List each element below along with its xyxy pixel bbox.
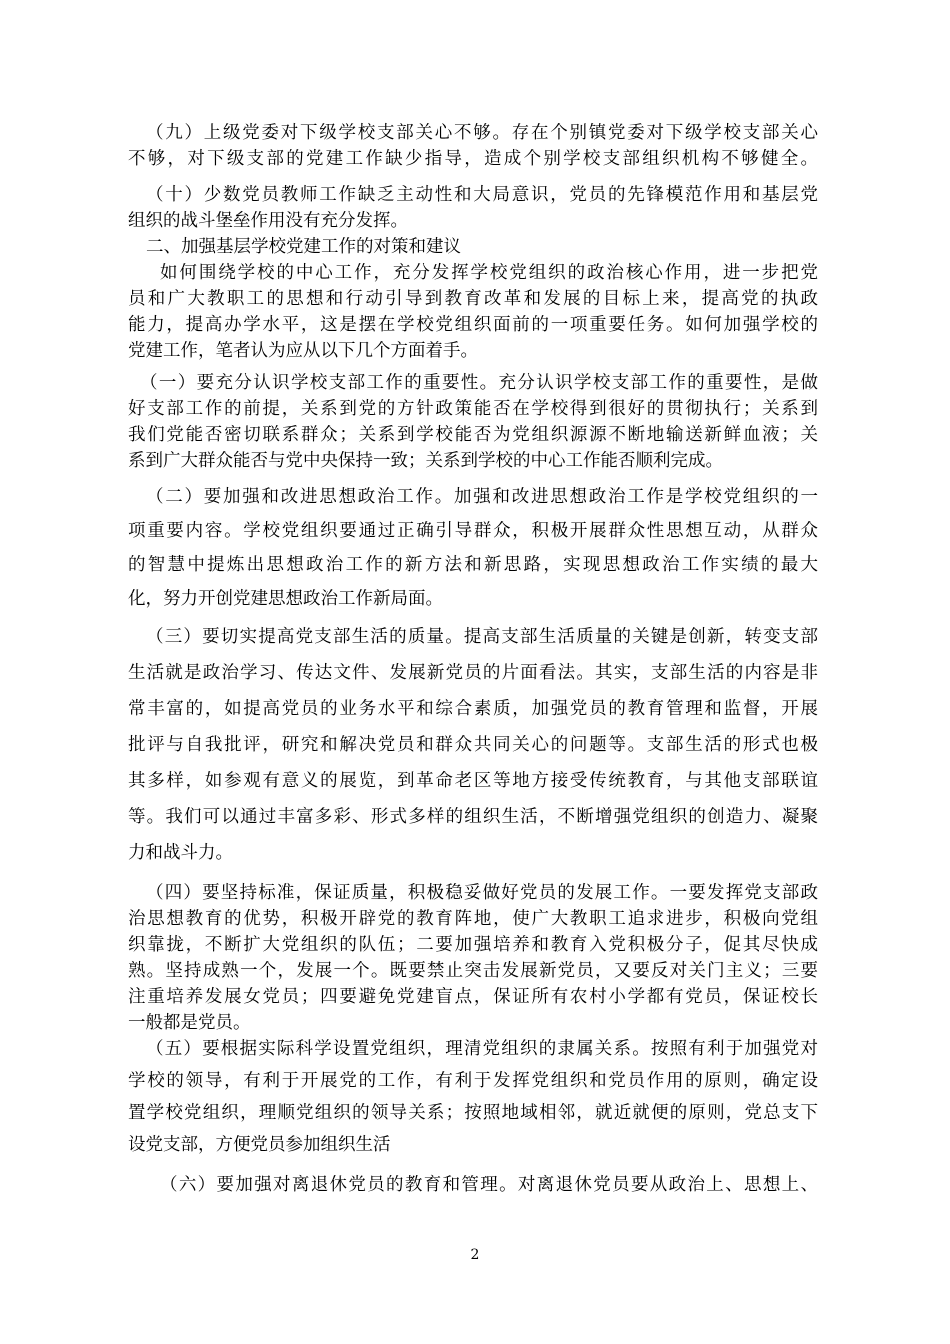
text-line: 组织的战斗堡垒作用没有充分发挥。 — [128, 211, 408, 231]
heading-line: 二、加强基层学校党建工作的对策和建议 — [146, 237, 461, 257]
text-line: 常丰富的，如提高党员的业务水平和综合素质，加强党员的教育管理和监督，开展 — [128, 699, 818, 719]
text-line: 批评与自我批评，研究和解决党员和群众共同关心的问题等。支部生活的形式也极 — [128, 735, 818, 755]
text-line: （五）要根据实际科学设置党组织，理清党组织的隶属关系。按照有利于加强党对 — [146, 1039, 818, 1059]
text-line: 治思想教育的优势，积极开辟党的教育阵地，使广大教职工追求进步，积极向党组 — [128, 909, 818, 929]
text-line: 系到广大群众能否与党中央保持一致；关系到学校的中心工作能否顺利完成。 — [128, 451, 723, 471]
text-line: （四）要坚持标准，保证质量，积极稳妥做好党员的发展工作。一要发挥党支部政 — [146, 883, 818, 903]
text-line: 好支部工作的前提，关系到党的方针政策能否在学校得到很好的贯彻执行；关系到 — [128, 399, 818, 419]
text-line: （九）上级党委对下级学校支部关心不够。存在个别镇党委对下级学校支部关心 — [146, 123, 818, 143]
text-line: （六）要加强对离退休党员的教育和管理。对离退休党员要从政治上、思想上、 — [160, 1175, 818, 1195]
text-line: 我们党能否密切联系群众；关系到学校能否为党组织源源不断地输送新鲜血液；关 — [128, 425, 818, 445]
text-line: 党建工作，笔者认为应从以下几个方面着手。 — [128, 341, 478, 361]
text-line: 化，努力开创党建思想政治工作新局面。 — [128, 589, 443, 609]
text-line: 熟。坚持成熟一个，发展一个。既要禁止突击发展新党员，又要反对关门主义；三要 — [128, 961, 818, 981]
text-line: （二）要加强和改进思想政治工作。加强和改进思想政治工作是学校党组织的一 — [146, 487, 818, 507]
text-line: 员和广大教职工的思想和行动引导到教育改革和发展的目标上来，提高党的执政 — [128, 289, 818, 309]
text-line: 其多样，如参观有意义的展览，到革命老区等地方接受传统教育，与其他支部联谊 — [128, 771, 818, 791]
text-line: 如何围绕学校的中心工作，充分发挥学校党组织的政治核心作用，进一步把党 — [160, 263, 818, 283]
text-line: 不够，对下级支部的党建工作缺少指导，造成个别学校支部组织机构不够健全。 — [128, 149, 818, 169]
text-line: 学校的领导，有利于开展党的工作，有利于发挥党组织和党员作用的原则，确定设 — [128, 1071, 818, 1091]
text-line: 织靠拢，不断扩大党组织的队伍；二要加强培养和教育入党积极分子，促其尽快成 — [128, 935, 818, 955]
text-line: 生活就是政治学习、传达文件、发展新党员的片面看法。其实，支部生活的内容是非 — [128, 663, 818, 683]
text-line: （三）要切实提高党支部生活的质量。提高支部生活质量的关键是创新，转变支部 — [146, 627, 818, 647]
text-line: 等。我们可以通过丰富多彩、形式多样的组织生活，不断增强党组织的创造力、凝聚 — [128, 807, 818, 827]
text-line: （十）少数党员教师工作缺乏主动性和大局意识，党员的先锋模范作用和基层党 — [146, 185, 818, 205]
page-number: 2 — [470, 1247, 480, 1263]
text-line: 置学校党组织，理顺党组织的领导关系；按照地域相邻，就近就便的原则，党总支下 — [128, 1103, 818, 1123]
text-line: 注重培养发展女党员；四要避免党建盲点，保证所有农村小学都有党员，保证校长 — [128, 987, 818, 1007]
text-line: 力和战斗力。 — [128, 843, 233, 863]
text-line: 项重要内容。学校党组织要通过正确引导群众，积极开展群众性思想互动，从群众 — [128, 521, 818, 541]
text-line: 设党支部，方便党员参加组织生活 — [128, 1135, 391, 1155]
text-line: （一）要充分认识学校支部工作的重要性。充分认识学校支部工作的重要性，是做 — [140, 373, 818, 393]
text-line: 的智慧中提炼出思想政治工作的新方法和新思路，实现思想政治工作实绩的最大 — [128, 555, 818, 575]
text-line: 能力，提高办学水平，这是摆在学校党组织面前的一项重要任务。如何加强学校的 — [128, 315, 818, 335]
text-line: 一般都是党员。 — [128, 1013, 251, 1033]
